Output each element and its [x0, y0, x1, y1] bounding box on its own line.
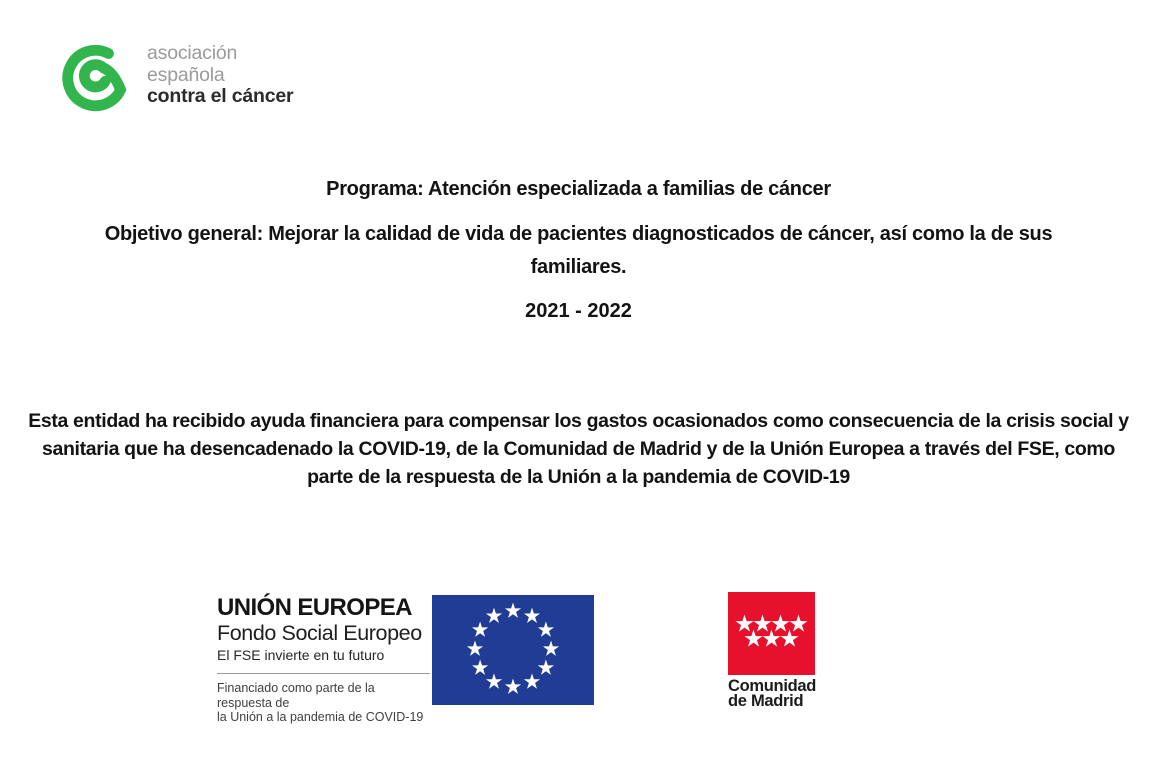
- brand-name-line-3: contra el cáncer: [147, 85, 294, 107]
- madrid-name-line-2: de Madrid: [728, 692, 804, 710]
- madrid-flag-icon: [728, 592, 815, 675]
- eu-fse-logo-text: [217, 595, 432, 725]
- spiral-path: [68, 50, 121, 105]
- program-objective-line-2: familiares.: [530, 256, 627, 278]
- eu-tagline: El FSE invierte en tu futuro: [217, 647, 385, 663]
- funding-notice: [0, 407, 1157, 491]
- program-objective-line-1: Objetivo general: Mejorar la calidad de vida de pacientes diagnosticados de cáncer, así como la de sus: [104, 223, 1053, 245]
- aecc-logo-text: [147, 38, 293, 115]
- brand-name-line-1: asociación: [147, 42, 238, 64]
- aecc-spiral-icon: [57, 38, 134, 115]
- funding-notice-line-2: sanitaria que ha desencadenado la COVID-19, de la Comunidad de Madrid y de la Unión Europea a través del FSE, como: [42, 438, 1115, 460]
- funding-notice-line-1: Esta entidad ha recibido ayuda financiera para compensar los gastos ocasionados como consecuencia de la crisis social y: [28, 410, 1129, 432]
- madrid-name-line-1: Comunidad: [728, 677, 817, 695]
- eu-flag-icon: [432, 595, 594, 705]
- madrid-logo-name: [728, 679, 816, 709]
- eu-divider: [217, 673, 430, 674]
- funding-notice-line-3: parte de la respuesta de la Unión a la pandemia de COVID-19: [307, 466, 850, 488]
- eu-caption-line-2: la Unión a la pandemia de COVID-19: [217, 710, 424, 724]
- brand-name-line-2: española: [147, 63, 225, 86]
- eu-title: UNIÓN EUROPEA: [217, 594, 412, 621]
- program-period: 2021 - 2022: [525, 300, 632, 322]
- eu-caption-line-1: Financiado como parte de la respuesta de: [217, 681, 375, 710]
- eu-subtitle: Fondo Social Europeo: [217, 621, 422, 645]
- program-title: Programa: Atención especializada a familias de cáncer: [326, 178, 831, 200]
- aecc-logo: [57, 38, 293, 115]
